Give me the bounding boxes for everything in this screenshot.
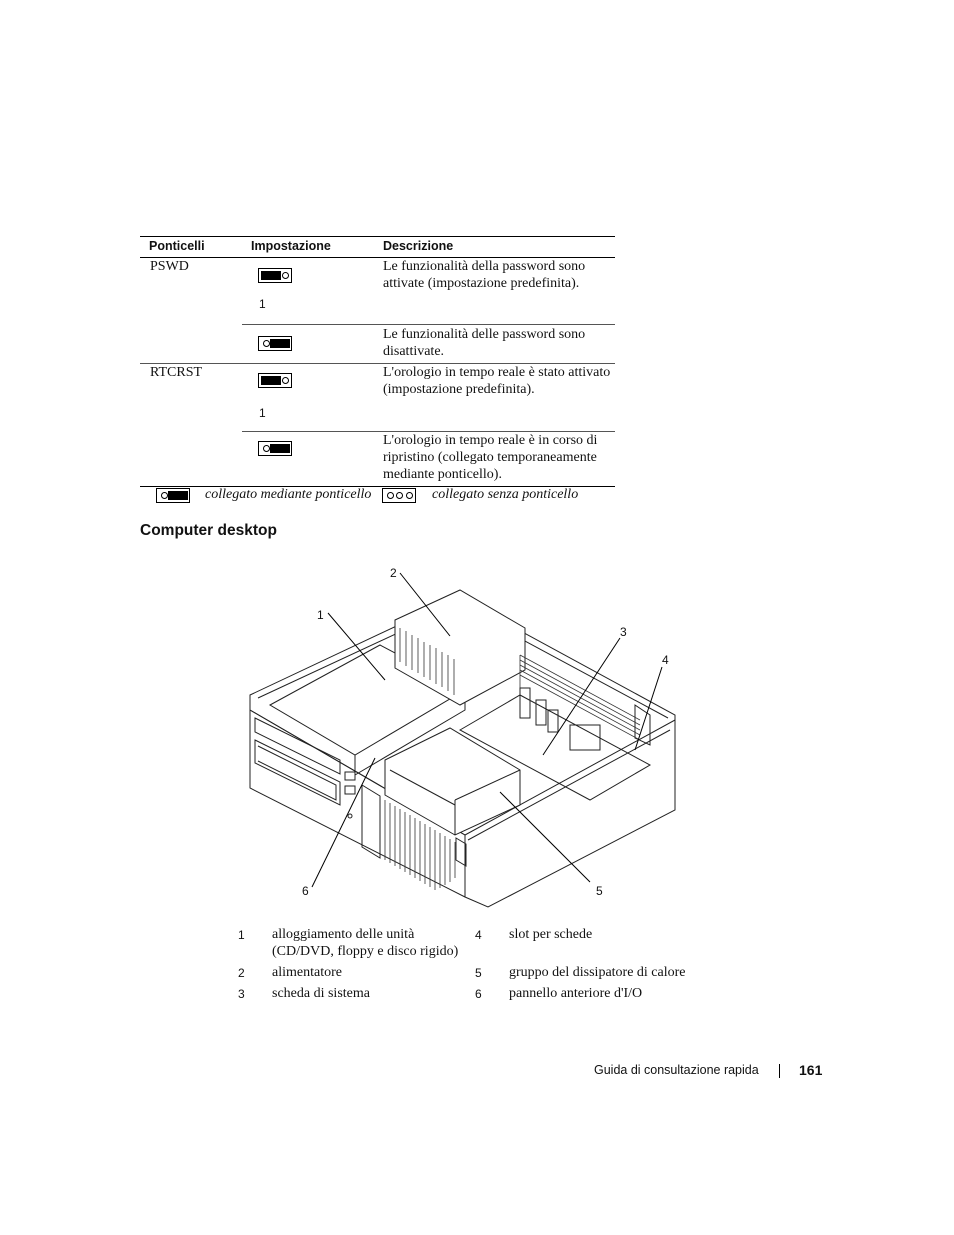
jumper-legend xyxy=(140,486,615,508)
part-label: alimentatore xyxy=(272,965,342,980)
pin-label: 1 xyxy=(259,406,266,420)
jumper-name-pswd: PSWD xyxy=(150,259,189,274)
footer-separator xyxy=(779,1064,780,1078)
table-top-rule xyxy=(140,236,615,237)
part-number: 5 xyxy=(475,966,482,980)
row-description: L'orologio in tempo reale è in corso di ripristino (collegato temporaneamente mediante ponticello). xyxy=(383,433,598,482)
part-label: pannello anteriore d'I/O xyxy=(509,986,643,1001)
part-number: 6 xyxy=(475,987,482,1001)
unjumpered-pins-icon xyxy=(382,488,416,503)
part-label: gruppo del dissipatore di calore xyxy=(509,965,686,980)
jumper-pins-1-2-bridged-icon xyxy=(258,268,292,283)
callout-2: 2 xyxy=(390,566,397,580)
callout-4: 4 xyxy=(662,653,669,667)
jumpered-pins-icon xyxy=(156,488,190,503)
header-impostazione: Impostazione xyxy=(251,239,331,253)
header-ponticelli: Ponticelli xyxy=(149,239,205,253)
part-number: 1 xyxy=(238,928,245,942)
callout-3: 3 xyxy=(620,625,627,639)
desktop-computer-illustration xyxy=(230,560,710,920)
row-description: L'orologio in tempo reale è stato attivato (impostazione predefinita). xyxy=(383,365,611,397)
row-rule xyxy=(242,324,615,325)
part-number: 4 xyxy=(475,928,482,942)
part-label: alloggiamento delle unità (CD/DVD, floppy e disco rigido) xyxy=(272,927,459,959)
jumper-pins-2-3-bridged-icon xyxy=(258,336,292,351)
callout-5: 5 xyxy=(596,884,603,898)
part-label: slot per schede xyxy=(509,927,593,942)
legend-jumpered-label: collegato mediante ponticello xyxy=(205,487,372,502)
jumper-name-rtcrst: RTCRST xyxy=(150,365,203,380)
callout-6: 6 xyxy=(302,884,309,898)
page-footer xyxy=(594,1062,824,1082)
jumper-pins-2-3-bridged-icon xyxy=(258,441,292,456)
callout-1: 1 xyxy=(317,608,324,622)
row-description: Le funzionalità della password sono attivate (impostazione predefinita). xyxy=(383,259,586,291)
row-description: Le funzionalità delle password sono disattivate. xyxy=(383,327,586,359)
computer-interior-drawing xyxy=(230,560,710,920)
footer-guide-title: Guida di consultazione rapida xyxy=(594,1063,759,1077)
part-number: 2 xyxy=(238,966,245,980)
header-descrizione: Descrizione xyxy=(383,239,454,253)
jumper-pins-1-2-bridged-icon xyxy=(258,373,292,388)
part-label: scheda di sistema xyxy=(272,986,370,1001)
pin-label: 1 xyxy=(259,297,266,311)
page-number: 161 xyxy=(799,1062,823,1078)
legend-unjumpered-label: collegato senza ponticello xyxy=(432,487,579,502)
part-number: 3 xyxy=(238,987,245,1001)
section-title: Computer desktop xyxy=(140,522,277,539)
